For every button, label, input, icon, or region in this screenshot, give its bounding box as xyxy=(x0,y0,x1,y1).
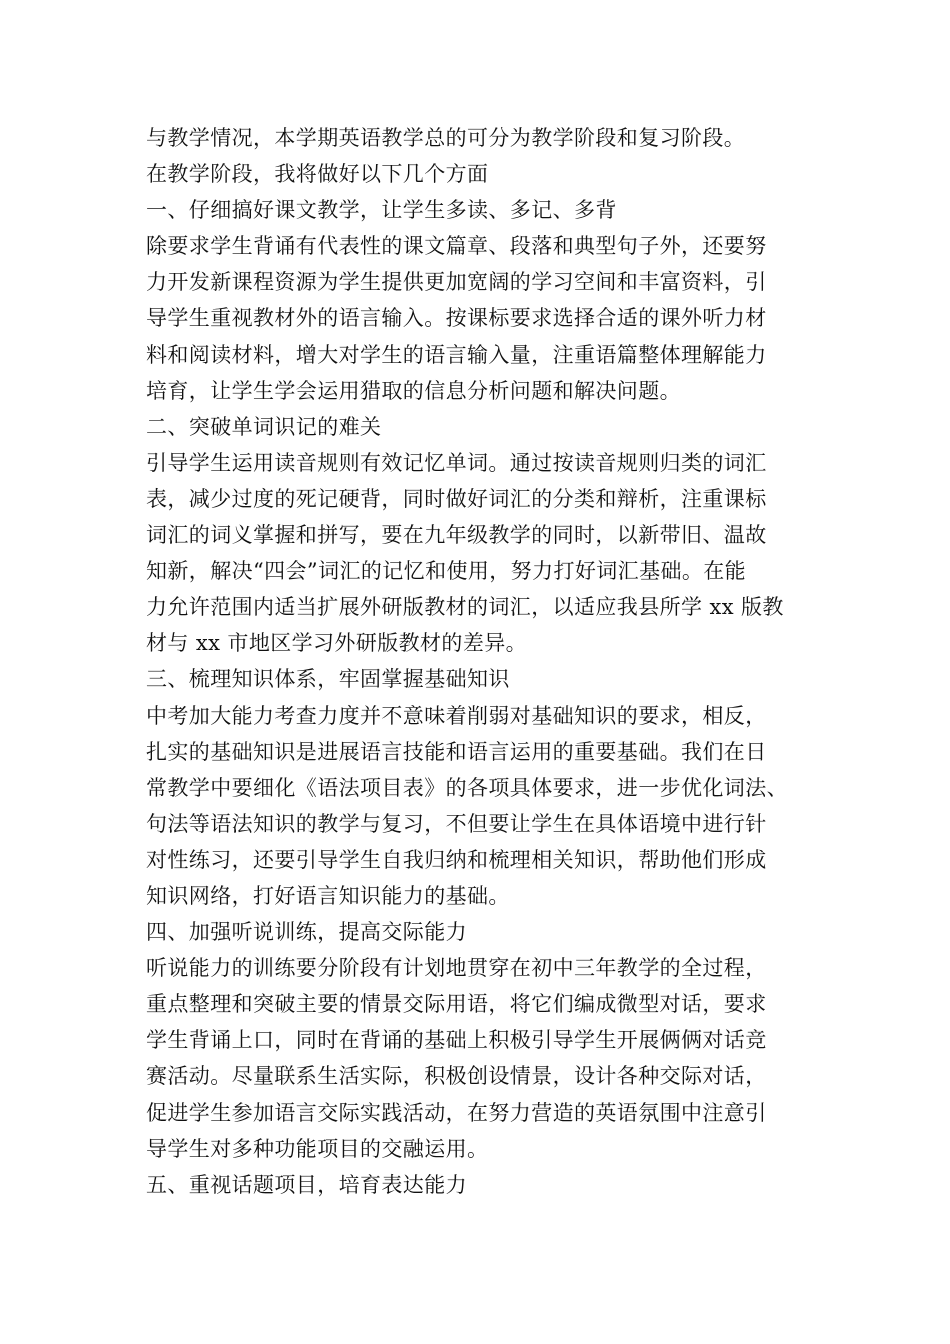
text-line: 引导学生运用读音规则有效记忆单词。通过按读音规则归类的词汇 xyxy=(146,450,767,475)
section-heading-5: 五、重视话题项目，培育表达能力 xyxy=(146,1172,467,1197)
text-line: 中考加大能力考查力度并不意味着削弱对基础知识的要求，相反， xyxy=(146,703,767,728)
text-line: 学生背诵上口，同时在背诵的基础上积极引导学生开展俩俩对话竞 xyxy=(146,1028,767,1053)
text-line: 力允许范围内适当扩展外研版教材的词汇，以适应我县所学 xx 版教 xyxy=(146,595,784,620)
section-heading-3: 三、梳理知识体系，牢固掌握基础知识 xyxy=(146,667,510,692)
section-heading-1: 一、仔细搞好课文教学，让学生多读、多记、多背 xyxy=(146,198,617,223)
text-line: 扎实的基础知识是进展语言技能和语言运用的重要基础。我们在日 xyxy=(146,739,767,764)
text-line: 料和阅读材料，增大对学生的语言输入量，注重语篇整体理解能力 xyxy=(146,342,767,367)
text-line: 常教学中要细化《语法项目表》的各项具体要求，进一步优化词法、 xyxy=(146,775,788,800)
text-line: 导学生对多种功能项目的交融运用。 xyxy=(146,1136,489,1161)
text-line: 知识网络，打好语言知识能力的基础。 xyxy=(146,883,510,908)
text-line: 导学生重视教材外的语言输入。按课标要求选择合适的课外听力材 xyxy=(146,306,767,331)
text-line: 材与 xx 市地区学习外研版教材的差异。 xyxy=(146,631,528,656)
text-line: 赛活动。尽量联系生活实际，积极创设情景，设计各种交际对话， xyxy=(146,1064,767,1089)
text-line: 听说能力的训练要分阶段有计划地贯穿在初中三年教学的全过程， xyxy=(146,956,767,981)
text-line: 知新，解决“四会”词汇的记忆和使用，努力打好词汇基础。在能 xyxy=(146,559,747,584)
text-line: 与教学情况，本学期英语教学总的可分为教学阶段和复习阶段。 xyxy=(146,126,746,150)
text-line: 句法等语法知识的教学与复习，不但要让学生在具体语境中进行针 xyxy=(146,811,767,836)
text-line: 力开发新课程资源为学生提供更加宽阔的学习空间和丰富资料，引 xyxy=(146,270,767,295)
section-heading-2: 二、突破单词识记的难关 xyxy=(146,414,382,439)
text-line: 重点整理和突破主要的情景交际用语，将它们编成微型对话，要求 xyxy=(146,992,767,1017)
text-line: 表，减少过度的死记硬背，同时做好词汇的分类和辩析，注重课标 xyxy=(146,486,767,511)
document-body xyxy=(146,120,818,1203)
text-line: 培育，让学生学会运用猎取的信息分析问题和解决问题。 xyxy=(146,378,681,403)
text-line: 在教学阶段，我将做好以下几个方面 xyxy=(146,162,489,187)
text-line: 对性练习，还要引导学生自我归纳和梳理相关知识，帮助他们形成 xyxy=(146,847,767,872)
text-line: 促进学生参加语言交际实践活动，在努力营造的英语氛围中注意引 xyxy=(146,1100,767,1125)
section-heading-4: 四、加强听说训练，提高交际能力 xyxy=(146,920,467,945)
text-line: 词汇的词义掌握和拼写，要在九年级教学的同时，以新带旧、温故 xyxy=(146,523,767,548)
text-line: 除要求学生背诵有代表性的课文篇章、段落和典型句子外，还要努 xyxy=(146,234,767,259)
